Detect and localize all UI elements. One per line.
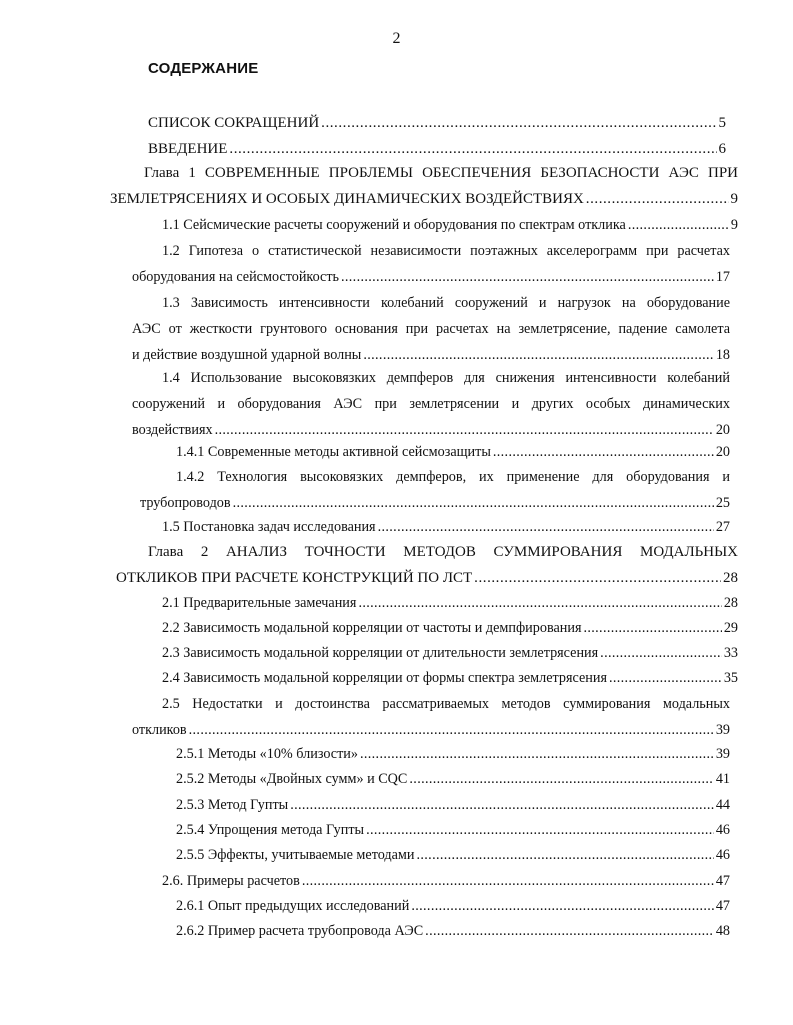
toc-entry-abbreviations: СПИСОК СОКРАЩЕНИЙ . . . 5	[148, 110, 726, 136]
toc-entry-chapter-2: Глава 2 АНАЛИЗ ТОЧНОСТИ МЕТОДОВ СУММИРОВАНИЯ МОДАЛЬНЫХ ОТКЛИКОВ ПРИ РАСЧЕТЕ КОНСТРУКЦИЙ ПО ЛСТ . . . 28	[116, 539, 738, 591]
toc-entry-1-1: 1.1 Сейсмические расчеты сооружений и оборудования по спектрам отклика . . . 9	[162, 212, 738, 238]
page-ref: 46	[715, 822, 730, 838]
page-ref: 39	[715, 722, 730, 738]
page-ref: 39	[715, 746, 730, 762]
page-ref: 28	[723, 570, 738, 586]
toc-entry-1-4-1: 1.4.1 Современные методы активной сейсмозащиты . . . 20	[176, 439, 730, 465]
page-ref: 47	[715, 898, 730, 914]
page-ref: 41	[715, 771, 730, 787]
toc-entry-2-6-2: 2.6.2 Пример расчета трубопровода АЭС . . . 48	[176, 918, 730, 944]
page-number: 2	[392, 30, 401, 47]
page-ref: 20	[715, 422, 730, 438]
page-ref: 35	[723, 670, 738, 686]
page-title: СОДЕРЖАНИЕ	[148, 60, 259, 77]
page-ref: 9	[730, 191, 738, 207]
page-ref: 17	[715, 269, 730, 285]
toc-entry-2-5: 2.5 Недостатки и достоинства рассматриваемых методов суммирования модальных откликов . . . 39	[132, 691, 730, 743]
toc-entry-2-4: 2.4 Зависимость модальной корреляции от формы спектра землетрясения . . . 35	[162, 665, 738, 691]
toc-entry-1-4: 1.4 Использование высоковязких демпферов для снижения интенсивности колебаний сооружений и оборудования АЭС при землетрясении и других особых динамических воздействиях . . . 20	[132, 365, 730, 443]
toc-entry-2-6-1: 2.6.1 Опыт предыдущих исследований . . . 47	[176, 893, 730, 919]
page-ref: 48	[715, 923, 730, 939]
toc-entry-2-1: 2.1 Предварительные замечания . . . 28	[162, 590, 738, 616]
toc-entry-2-5-5: 2.5.5 Эффекты, учитываемые методами . . . 46	[176, 842, 730, 868]
page-ref: 44	[715, 797, 730, 813]
toc-entry-1-3: 1.3 Зависимость интенсивности колебаний сооружений и нагрузок на оборудование АЭС от жесткости грунтового основания при расчетах на землетрясение, падение самолета и действие воздушной ударной волны . . . 18	[132, 290, 730, 368]
page-ref: 20	[715, 444, 730, 460]
toc-entry-2-5-2: 2.5.2 Методы «Двойных сумм» и CQC . . . 41	[176, 766, 730, 792]
page-ref: 33	[723, 645, 738, 661]
page-ref: 47	[715, 873, 730, 889]
page-ref: 5	[718, 115, 726, 131]
page-ref: 9	[730, 217, 738, 233]
page-ref: 27	[715, 519, 730, 535]
page-ref: 29	[723, 620, 738, 636]
toc-entry-chapter-1: Глава 1 СОВРЕМЕННЫЕ ПРОБЛЕМЫ ОБЕСПЕЧЕНИЯ БЕЗОПАСНОСТИ АЭС ПРИ ЗЕМЛЕТРЯСЕНИЯХ И ОСОБЫХ ДИНАМИЧЕСКИХ ВОЗДЕЙСТВИЯХ . . . 9	[110, 160, 738, 212]
toc-entry-2-6: 2.6. Примеры расчетов . . . 47	[162, 868, 730, 894]
page-ref: 6	[718, 141, 726, 157]
page-ref: 28	[723, 595, 738, 611]
toc-entry-2-3: 2.3 Зависимость модальной корреляции от длительности землетрясения . . . 33	[162, 640, 738, 666]
toc-entry-2-5-4: 2.5.4 Упрощения метода Гупты . . . 46	[176, 817, 730, 843]
toc-entry-2-5-3: 2.5.3 Метод Гупты . . . 44	[176, 792, 730, 818]
page-ref: 46	[715, 847, 730, 863]
toc-entry-1-4-2: 1.4.2 Технология высоковязких демпферов, их применение для оборудования и трубопроводов . . . 25	[140, 464, 730, 516]
toc-entry-1-5: 1.5 Постановка задач исследования . . . 27	[162, 514, 730, 540]
toc-entry-1-2: 1.2 Гипотеза о статистической независимости поэтажных акселерограмм при расчетах оборудования на сейсмостойкость . . . 17	[132, 238, 730, 290]
toc-entry-2-2: 2.2 Зависимость модальной корреляции от частоты и демпфирования . . . 29	[162, 615, 738, 641]
page-ref: 18	[715, 347, 730, 363]
toc-entry-introduction: ВВЕДЕНИЕ . . . 6	[148, 136, 726, 162]
toc-entry-2-5-1: 2.5.1 Методы «10% близости» . . . 39	[176, 741, 730, 767]
page-ref: 25	[715, 495, 730, 511]
